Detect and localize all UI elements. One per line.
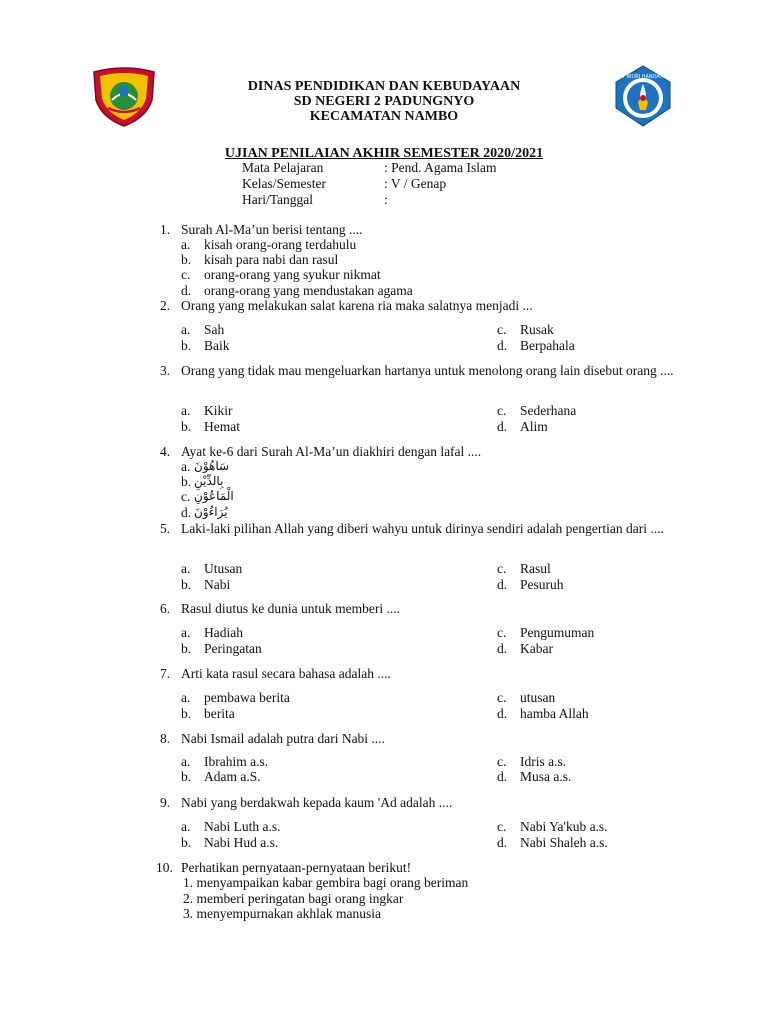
question-number: 3. — [160, 363, 171, 378]
option-letter: a. — [181, 754, 191, 769]
question-number: 9. — [160, 795, 171, 810]
option-text: Utusan — [204, 561, 243, 576]
question-text: Orang yang melakukan salat karena ria maka salatnya menjadi ... — [181, 298, 533, 313]
field-value-class: : V / Genap — [384, 176, 447, 191]
question-text: Ayat ke-6 dari Surah Al-Ma’un diakhiri dengan lafal .... — [181, 444, 482, 459]
option-text: utusan — [520, 690, 556, 705]
option-text: Sederhana — [520, 403, 577, 418]
option-text: Nabi Luth a.s. — [204, 819, 281, 834]
option-text: orang-orang yang syukur nikmat — [204, 267, 381, 282]
option-letter: a. — [181, 237, 191, 252]
option-letter: b. — [181, 641, 192, 656]
question-text: Laki-laki pilihan Allah yang diberi wahyu untuk dirinya sendiri adalah pengertian dari .... — [181, 521, 664, 536]
option-text: Berpahala — [520, 338, 575, 353]
question-number: 2. — [160, 298, 171, 313]
option-text: berita — [204, 706, 235, 721]
option-text: Rasul — [520, 561, 551, 576]
question-number: 1. — [160, 222, 171, 237]
option-text: orang-orang yang mendustakan agama — [204, 283, 413, 298]
option-text: Kabar — [520, 641, 553, 656]
field-label-class: Kelas/Semester — [242, 176, 326, 191]
option-text: Nabi Shaleh a.s. — [520, 835, 608, 850]
option-letter: a. — [181, 403, 191, 418]
field-value-date: : — [384, 192, 388, 207]
district-name: KECAMATAN NAMBO — [309, 109, 459, 124]
option-letter: b. — [181, 419, 192, 434]
option-letter: c. — [497, 690, 507, 705]
question-number: 7. — [160, 666, 171, 681]
question-text: Rasul diutus ke dunia untuk memberi .... — [181, 601, 400, 616]
option-letter: d. — [181, 505, 192, 520]
statement-item: 2. memberi peringatan bagi orang ingkar — [183, 891, 404, 906]
question-text: Arti kata rasul secara bahasa adalah .... — [181, 666, 391, 681]
field-value-subject: : Pend. Agama Islam — [384, 160, 497, 175]
option-letter: b. — [181, 474, 192, 489]
option-letter: b. — [181, 769, 192, 784]
option-letter: c. — [181, 267, 191, 282]
question-number: 5. — [160, 521, 171, 536]
option-text: Rusak — [520, 322, 554, 337]
option-letter: d. — [497, 706, 508, 721]
exam-title: UJIAN PENILAIAN AKHIR SEMESTER 2020/2021 — [224, 146, 544, 161]
option-text: Peringatan — [204, 641, 262, 656]
option-letter: c. — [497, 561, 507, 576]
option-letter: b. — [181, 577, 192, 592]
option-text-arabic: يُرَاءُوْنَ — [194, 505, 228, 519]
option-text: Musa a.s. — [520, 769, 572, 784]
option-letter: d. — [497, 835, 508, 850]
option-text: Pengumuman — [520, 625, 595, 640]
option-letter: b. — [181, 835, 192, 850]
option-text: Hemat — [204, 419, 240, 434]
option-letter: c. — [497, 403, 507, 418]
question-number: 10. — [156, 860, 173, 875]
option-text: pembawa berita — [204, 690, 290, 705]
question-number: 6. — [160, 601, 171, 616]
option-text: Nabi — [204, 577, 231, 592]
option-text: kisah para nabi dan rasul — [204, 252, 339, 267]
question-text: Surah Al-Ma’un berisi tentang .... — [181, 222, 363, 237]
option-letter: d. — [497, 338, 508, 353]
statement-item: 1. menyampaikan kabar gembira bagi orang beriman — [183, 875, 469, 890]
option-text: Hadiah — [204, 625, 243, 640]
option-text: Nabi Hud a.s. — [204, 835, 279, 850]
option-letter: b. — [181, 706, 192, 721]
option-letter: a. — [181, 322, 191, 337]
option-text: Ibrahim a.s. — [204, 754, 269, 769]
statement-item: 3. menyempurnakan akhlak manusia — [183, 906, 381, 921]
question-text: Nabi yang berdakwah kepada kaum 'Ad adalah .... — [181, 795, 453, 810]
option-letter: a. — [181, 625, 191, 640]
field-label-date: Hari/Tanggal — [242, 192, 314, 207]
option-letter: a. — [181, 459, 191, 474]
school-name: SD NEGERI 2 PADUNGNYO — [293, 94, 475, 109]
question-number: 8. — [160, 731, 171, 746]
option-text-arabic: بِالدِّيْنِ — [194, 474, 224, 488]
option-letter: c. — [497, 322, 507, 337]
option-text: kisah orang-orang terdahulu — [204, 237, 357, 252]
question-number: 4. — [160, 444, 171, 459]
question-text: Nabi Ismail adalah putra dari Nabi .... — [181, 731, 385, 746]
option-letter: a. — [181, 819, 191, 834]
option-letter: d. — [497, 769, 508, 784]
option-text: Alim — [520, 419, 548, 434]
option-letter: b. — [181, 338, 192, 353]
question-text: Perhatikan pernyataan-pernyataan berikut! — [181, 860, 412, 875]
option-letter: c. — [497, 754, 507, 769]
option-text-arabic: الْمَاعُوْنِ — [194, 489, 234, 503]
option-letter: d. — [497, 577, 508, 592]
svg-text:TUT WURI HANDAYANI: TUT WURI HANDAYANI — [615, 74, 671, 80]
option-letter: a. — [181, 690, 191, 705]
option-letter: a. — [181, 561, 191, 576]
option-letter: c. — [497, 819, 507, 834]
option-text: Pesuruh — [520, 577, 564, 592]
option-letter: c. — [181, 489, 191, 504]
option-letter: d. — [497, 419, 508, 434]
option-text: Idris a.s. — [520, 754, 567, 769]
option-letter: d. — [181, 283, 192, 298]
option-text-arabic: سَاهُوْنَ — [194, 459, 230, 473]
option-letter: b. — [181, 252, 192, 267]
option-text: Nabi Ya'kub a.s. — [520, 819, 608, 834]
option-text: Kikir — [204, 403, 233, 418]
option-text: hamba Allah — [520, 706, 589, 721]
option-text: Baik — [204, 338, 230, 353]
option-letter: c. — [497, 625, 507, 640]
option-text: Adam a.S. — [204, 769, 261, 784]
option-text: Sah — [204, 322, 225, 337]
field-label-subject: Mata Pelajaran — [242, 160, 324, 175]
agency-name: DINAS PENDIDIKAN DAN KEBUDAYAAN — [247, 79, 521, 94]
question-text: Orang yang tidak mau mengeluarkan hartanya untuk menolong orang lain disebut orang .... — [181, 363, 674, 378]
option-letter: d. — [497, 641, 508, 656]
